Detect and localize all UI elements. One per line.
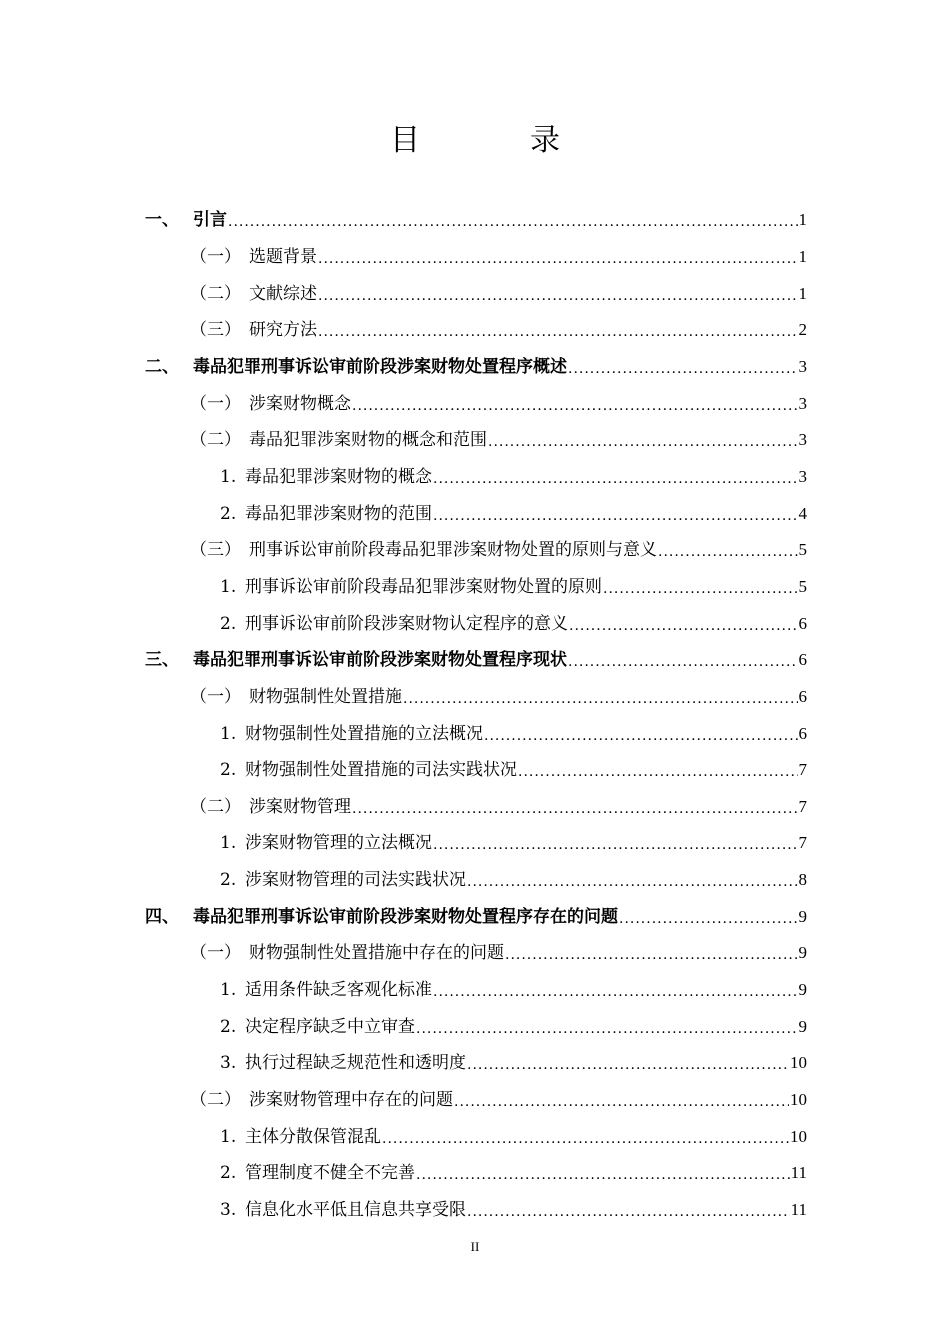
dot-leader	[569, 614, 798, 634]
toc-entry[interactable]	[0, 935, 807, 972]
toc-entry-number: 2.	[220, 503, 237, 524]
dot-leader	[658, 540, 798, 560]
toc-entry-label: 毒品犯罪刑事诉讼审前阶段涉案财物处置程序概述	[193, 356, 567, 377]
toc-entry-label: 信息化水平低且信息共享受限	[245, 1200, 466, 1221]
dot-leader	[318, 247, 798, 267]
toc-entry-page: 6	[798, 650, 807, 670]
dot-leader	[318, 284, 798, 304]
toc-entry[interactable]	[0, 715, 807, 752]
toc-entry-page: 6	[798, 613, 807, 633]
toc-entry-label: 管理制度不健全不完善	[245, 1163, 415, 1184]
toc-entry-label: 刑事诉讼审前阶段毒品犯罪涉案财物处置的原则与意义	[249, 540, 657, 561]
toc-entry-label: 涉案财物管理	[249, 796, 351, 817]
dot-leader	[403, 687, 798, 707]
toc-entry-page: 7	[798, 760, 807, 780]
toc-entry-number: （一）	[190, 393, 241, 414]
toc-entry-label: 引言	[193, 210, 227, 231]
toc-entry[interactable]	[0, 898, 807, 935]
toc-entry[interactable]	[0, 569, 807, 606]
toc-entry[interactable]	[0, 239, 807, 276]
toc-entry-number: 二、	[145, 356, 179, 377]
toc-entry[interactable]	[0, 1192, 807, 1229]
toc-entry-label: 毒品犯罪涉案财物的概念	[245, 466, 432, 487]
toc-entry-label: 涉案财物管理的司法实践状况	[245, 870, 466, 891]
toc-entry[interactable]	[0, 532, 807, 569]
toc-entry[interactable]	[0, 752, 807, 789]
toc-entry-label: 研究方法	[249, 320, 317, 341]
toc-entry-label: 主体分散保管混乱	[245, 1126, 381, 1147]
page-number: II	[470, 1239, 480, 1254]
toc-entry[interactable]	[0, 312, 807, 349]
toc-entry-label: 财物强制性处置措施的司法实践状况	[245, 760, 517, 781]
toc-entry[interactable]	[0, 642, 807, 679]
dot-leader	[433, 833, 798, 853]
toc-entry-page: 9	[798, 1016, 807, 1036]
toc-entry-number: 三、	[145, 650, 179, 671]
dot-leader	[467, 1053, 789, 1073]
toc-entry-page: 1	[798, 210, 807, 230]
toc-entry-number: （三）	[190, 540, 241, 561]
dot-leader	[568, 357, 798, 377]
toc-entry-page: 3	[798, 430, 807, 450]
toc-entry-number: （三）	[190, 320, 241, 341]
toc-entry-page: 8	[798, 870, 807, 890]
toc-entry-page: 9	[798, 943, 807, 963]
toc-entry-label: 涉案财物管理中存在的问题	[249, 1090, 453, 1111]
toc-entry-page: 1	[798, 246, 807, 266]
toc-entry[interactable]	[0, 789, 807, 826]
toc-entry-page: 4	[798, 503, 807, 523]
toc-entry-number: 3.	[220, 1053, 237, 1074]
dot-leader	[228, 210, 798, 230]
toc-entry-label: 毒品犯罪涉案财物的概念和范围	[249, 430, 487, 451]
toc-entry-label: 执行过程缺乏规范性和透明度	[245, 1053, 466, 1074]
toc-entry-page: 11	[790, 1163, 807, 1183]
toc-entry-page: 3	[798, 393, 807, 413]
toc-entry-label: 涉案财物概念	[249, 393, 351, 414]
dot-leader	[433, 504, 798, 524]
toc-entry-number: 3.	[220, 1200, 237, 1221]
toc-entry[interactable]	[0, 825, 807, 862]
dot-leader	[467, 870, 798, 890]
toc-entry[interactable]	[0, 349, 807, 386]
toc-entry[interactable]	[0, 459, 807, 496]
toc-entry-number: 2.	[220, 760, 237, 781]
dot-leader	[416, 1163, 790, 1183]
toc-entry[interactable]	[0, 972, 807, 1009]
toc-entry-page: 1	[798, 283, 807, 303]
toc-entry-number: 1.	[220, 833, 237, 854]
toc-entry-number: 2.	[220, 1016, 237, 1037]
toc-title: 目 录	[390, 123, 600, 158]
toc-entry-number: （二）	[190, 1090, 241, 1111]
toc-entry-number: （一）	[190, 943, 241, 964]
toc-entry-number: （一）	[190, 246, 241, 267]
toc-entry[interactable]	[0, 202, 807, 239]
dot-leader	[382, 1127, 789, 1147]
toc-entry[interactable]	[0, 495, 807, 532]
dot-leader	[433, 467, 798, 487]
toc-entry-page: 3	[798, 356, 807, 376]
toc-entry-page: 6	[798, 686, 807, 706]
dot-leader	[352, 394, 798, 414]
dot-leader	[619, 907, 798, 927]
toc-entry-label: 毒品犯罪刑事诉讼审前阶段涉案财物处置程序现状	[193, 650, 567, 671]
dot-leader	[488, 430, 798, 450]
toc-entry-number: （二）	[190, 430, 241, 451]
toc-entry[interactable]	[0, 1118, 807, 1155]
toc-entry-page: 9	[798, 980, 807, 1000]
dot-leader	[433, 980, 798, 1000]
toc-entry-label: 财物强制性处置措施	[249, 686, 402, 707]
toc-entry-number: 四、	[145, 906, 179, 927]
toc-entry-number: 1.	[220, 466, 237, 487]
toc-entry[interactable]	[0, 1045, 807, 1082]
toc-entry-number: 1.	[220, 576, 237, 597]
dot-leader	[416, 1017, 798, 1037]
toc-entry-label: 财物强制性处置措施中存在的问题	[249, 943, 504, 964]
toc-entry-page: 5	[798, 576, 807, 596]
dot-leader	[603, 577, 798, 597]
toc-entry-page: 10	[790, 1126, 807, 1146]
dot-leader	[352, 797, 798, 817]
toc-entry-page: 10	[790, 1090, 807, 1110]
toc-entry-label: 文献综述	[249, 283, 317, 304]
toc-entry-number: 1.	[220, 1126, 237, 1147]
toc-entry-page: 2	[798, 320, 807, 340]
toc-entry[interactable]	[0, 862, 807, 899]
table-of-contents	[0, 202, 950, 1228]
toc-entry-label: 选题背景	[249, 246, 317, 267]
toc-entry[interactable]	[0, 1082, 807, 1119]
toc-entry-page: 3	[798, 466, 807, 486]
toc-entry[interactable]	[0, 422, 807, 459]
toc-entry-number: 1.	[220, 980, 237, 1001]
dot-leader	[484, 724, 798, 744]
toc-entry[interactable]	[0, 1155, 807, 1192]
toc-entry-number: （一）	[190, 686, 241, 707]
toc-entry-label: 刑事诉讼审前阶段涉案财物认定程序的意义	[245, 613, 568, 634]
toc-entry-number: （二）	[190, 283, 241, 304]
toc-entry-page: 9	[798, 906, 807, 926]
dot-leader	[518, 760, 798, 780]
toc-entry-page: 11	[790, 1200, 807, 1220]
toc-entry-number: 1.	[220, 723, 237, 744]
toc-entry-number: 2.	[220, 613, 237, 634]
toc-entry-label: 适用条件缺乏客观化标准	[245, 980, 432, 1001]
toc-entry-label: 毒品犯罪涉案财物的范围	[245, 503, 432, 524]
toc-entry-label: 毒品犯罪刑事诉讼审前阶段涉案财物处置程序存在的问题	[193, 906, 618, 927]
toc-entry-number: 2.	[220, 870, 237, 891]
dot-leader	[467, 1200, 790, 1220]
toc-entry[interactable]	[0, 385, 807, 422]
dot-leader	[454, 1090, 789, 1110]
toc-entry[interactable]	[0, 679, 807, 716]
toc-entry-page: 6	[798, 723, 807, 743]
toc-entry-page: 5	[798, 540, 807, 560]
toc-entry-number: 2.	[220, 1163, 237, 1184]
dot-leader	[505, 943, 798, 963]
toc-entry-number: 一、	[145, 210, 179, 231]
toc-entry[interactable]	[0, 1008, 807, 1045]
dot-leader	[568, 650, 798, 670]
dot-leader	[318, 320, 798, 340]
toc-entry-page: 7	[798, 833, 807, 853]
toc-entry-page: 7	[798, 796, 807, 816]
toc-entry[interactable]	[0, 605, 807, 642]
toc-entry-number: （二）	[190, 796, 241, 817]
toc-entry-page: 10	[790, 1053, 807, 1073]
toc-entry[interactable]	[0, 275, 807, 312]
toc-entry-label: 财物强制性处置措施的立法概况	[245, 723, 483, 744]
toc-entry-label: 决定程序缺乏中立审查	[245, 1016, 415, 1037]
toc-entry-label: 刑事诉讼审前阶段毒品犯罪涉案财物处置的原则	[245, 576, 602, 597]
toc-entry-label: 涉案财物管理的立法概况	[245, 833, 432, 854]
